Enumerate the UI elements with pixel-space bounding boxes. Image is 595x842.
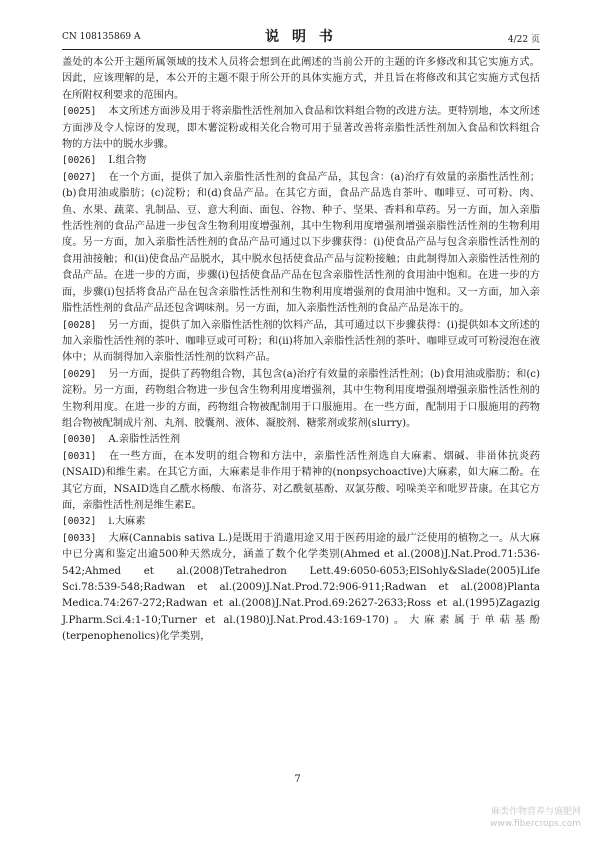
paragraph-number: [0030] — [62, 434, 97, 446]
paragraph-text: 大麻(Cannabis sativa L.)是既用于消遣用途又用于医药用途的最广泛使用的植物之一。从大麻中已分离和鉴定出逾500种天然成分，涵盖了数个化学类别(Ahmed et al.(2008)J.Nat.Prod.71:536-542;Ahmed et al.(2008)Tetrahedron Lett.49:6050-6053;ElSohly&Slade(2005)Life Sci.78:539-548;Radwan et al.(2009)J.Nat.Prod.72:906-911;Radwan et al.(2008)Planta Medica.74:267-272;Radwan et al.(2008)J.Nat.Prod.69:2627-2633;Ross et al.(1995)Zagazig J.Pharm.Sci.4:1-10;Turner et al.(1980)J.Nat.Prod.43:169-170)。大麻素属于单萜基酚(terpenophenolics)化学类别， — [62, 532, 540, 643]
paragraph-number: [0031] — [62, 450, 97, 462]
paragraph-number: [0028] — [62, 319, 97, 331]
page-reference: 4/22 页 — [507, 35, 540, 45]
watermark-url: www.fibercrops.com — [490, 819, 581, 829]
document-title: 说 明 书 — [265, 29, 337, 45]
section-heading — [62, 432, 540, 448]
paragraph-number: [0032] — [62, 516, 97, 528]
heading-text: A.亲脂性活性剂 — [108, 434, 181, 446]
paragraph-continuation — [62, 55, 540, 104]
paragraph-text: 在一些方面，在本发明的组合物和方法中，亲脂性活性剂选自大麻素、烟碱、非甾体抗炎药(NSAID)和维生素。在其它方面，大麻素是非作用于精神的(nonpsychoactive)大麻素，如大麻二酚。在其它方面，NSAID选自乙酰水杨酸、布洛芬、对乙酰氨基酚、双氯芬酸、吲哚美辛和吡罗昔康。在其它方面，亲脂性活性剂是维生素E。 — [62, 450, 540, 511]
paragraph — [62, 170, 540, 318]
paragraph — [62, 318, 540, 367]
paragraph-number: [0033] — [62, 532, 97, 544]
paragraph-number: [0029] — [62, 368, 97, 380]
site-watermark — [490, 806, 581, 830]
paragraph-text: 盖处的本公开主题所属领域的技术人员将会想到在此阐述的当前公开的主题的许多修改和其它实施方式。因此，应该理解的是，本公开的主题不限于所公开的具体实施方式，并且旨在将修改和其它实施方式包括在所附权利要求的范围内。 — [62, 57, 540, 101]
paragraph-number: [0025] — [62, 106, 97, 118]
paragraph — [62, 531, 540, 646]
watermark-title: 麻类作物营养与施肥网 — [490, 807, 581, 817]
paragraph-number: [0027] — [62, 171, 97, 183]
paragraph-text: 在一个方面，提供了加入亲脂性活性剂的食品产品，其包含：(a)治疗有效量的亲脂性活性剂；(b)食用油或脂肪；(c)淀粉；和(d)食品产品。在其它方面，食品产品选自茶叶、咖啡豆、可可粉、肉、鱼、水果、蔬菜、乳制品、豆、意大利面、面包、谷物、种子、坚果、香料和草药。另一方面，加入亲脂性活性剂的食品产品进一步包含生物利用度增强剂，其中生物利用度增强剂增强亲脂性活性剂的生物利用度。另一方面，加入亲脂性活性剂的食品产品可通过以下步骤获得：(i)使食品产品与包含亲脂性活性剂的食用油接触；和(ii)使食品产品脱水，其中脱水包括使食品产品与淀粉接触；由此制得加入亲脂性活性剂的食品产品。在进一步的方面，步骤(i)包括使食品产品在包含亲脂性活性剂的食用油中饱和。在进一步的方面，步骤(i)包括将食品产品在包含亲脂性活性剂和生物利用度增强剂的食用油中饱和。又一方面，加入亲脂性活性剂的食品产品还包含调味剂。另一方面，加入亲脂性活性剂的食品产品是冻干的。 — [62, 171, 540, 315]
document-body — [62, 55, 540, 646]
heading-text: I.组合物 — [108, 155, 147, 167]
paragraph-text: 本文所述方面涉及用于将亲脂性活性剂加入食品和饮料组合物的改进方法。更特别地，本文所述方面涉及令人惊讶的发现，即木薯淀粉或相关化合物可用于显著改善将亲脂性活性剂加入食品和饮料组合物的方法中的脱水步骤。 — [62, 106, 540, 151]
paragraph — [62, 367, 540, 433]
page-header — [62, 26, 540, 48]
document-number: CN 108135869 A — [62, 32, 141, 42]
header-rule — [62, 49, 540, 50]
paragraph-text: 另一方面，提供了药物组合物，其包含(a)治疗有效量的亲脂性活性剂；(b)食用油或脂肪；和(c)淀粉。另一方面，药物组合物进一步包含生物利用度增强剂，其中生物利用度增强剂增强亲脂性活性剂的生物利用度。在进一步的方面，药物组合物被配制用于口服施用。在一些方面，配制用于口服施用的药物组合物被配制成片剂、丸剂、胶囊剂、液体、凝胶剂、糖浆剂或浆剂(slurry)。 — [62, 368, 540, 429]
heading-text: i.大麻素 — [108, 516, 146, 528]
paragraph — [62, 449, 540, 515]
paragraph — [62, 104, 540, 153]
section-heading — [62, 514, 540, 530]
paragraph-number: [0026] — [62, 155, 97, 167]
section-heading — [62, 153, 540, 169]
paragraph-text: 另一方面，提供了加入亲脂性活性剂的饮料产品，其可通过以下步骤获得：(i)提供如本文所述的加入亲脂性活性剂的茶叶、咖啡豆或可可粉；和(ii)将加入亲脂性活性剂的茶叶、咖啡豆或可可粉浸泡在液体中；从而制得加入亲脂性活性剂的饮料产品。 — [62, 319, 540, 364]
page-number: 7 — [294, 774, 301, 785]
